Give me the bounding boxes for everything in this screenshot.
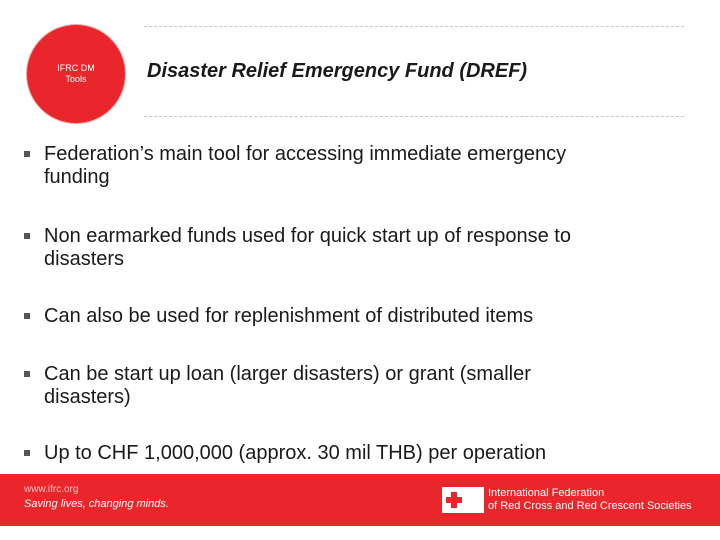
- bullet-text-line-1: Can also be used for replenishment of distributed items: [44, 305, 534, 327]
- square-bullet-icon: [24, 450, 30, 456]
- bullet-item: [24, 143, 694, 189]
- bullet-text-line-1: Non earmarked funds used for quick start up of response to: [44, 225, 571, 247]
- org-name-line-1: International Federation: [488, 487, 605, 499]
- bullet-text-line-1: Up to CHF 1,000,000 (approx. 30 mil THB) per operation: [44, 442, 547, 464]
- slide-title: Disaster Relief Emergency Fund (DREF): [147, 60, 528, 82]
- org-name-line-2: of Red Cross and Red Crescent Societies: [488, 500, 692, 512]
- bullet-item: [24, 305, 694, 328]
- bullet-text-line-2: disasters): [44, 386, 131, 408]
- bullet-text-line-1: Can be start up loan (larger disasters) or grant (smaller: [44, 363, 531, 385]
- badge-line-1: IFRC DM: [57, 63, 95, 73]
- bullet-text-line-2: disasters: [44, 248, 125, 270]
- red-crescent-icon: [464, 490, 482, 510]
- bullet-item: [24, 363, 694, 409]
- footer-url-link[interactable]: www.ifrc.org: [24, 484, 79, 495]
- square-bullet-icon: [24, 151, 30, 157]
- square-bullet-icon: [24, 313, 30, 319]
- square-bullet-icon: [24, 233, 30, 239]
- emblem-icon: [442, 487, 484, 513]
- bullet-text-line-2: funding: [44, 166, 110, 188]
- title-divider: [144, 116, 684, 117]
- dm-tools-badge: [27, 25, 125, 123]
- bullet-text-line-1: Federation’s main tool for accessing immediate emergency: [44, 143, 567, 165]
- ifrc-logo: [442, 487, 706, 513]
- bullet-item: [24, 442, 694, 465]
- top-divider: [144, 26, 684, 27]
- footer-slogan: Saving lives, changing minds.: [24, 498, 169, 510]
- red-cross-icon: [445, 490, 463, 510]
- bullet-item: [24, 225, 694, 271]
- square-bullet-icon: [24, 371, 30, 377]
- badge-line-2: Tools: [65, 74, 87, 84]
- footer-bar: [0, 474, 720, 526]
- org-name: [488, 487, 708, 513]
